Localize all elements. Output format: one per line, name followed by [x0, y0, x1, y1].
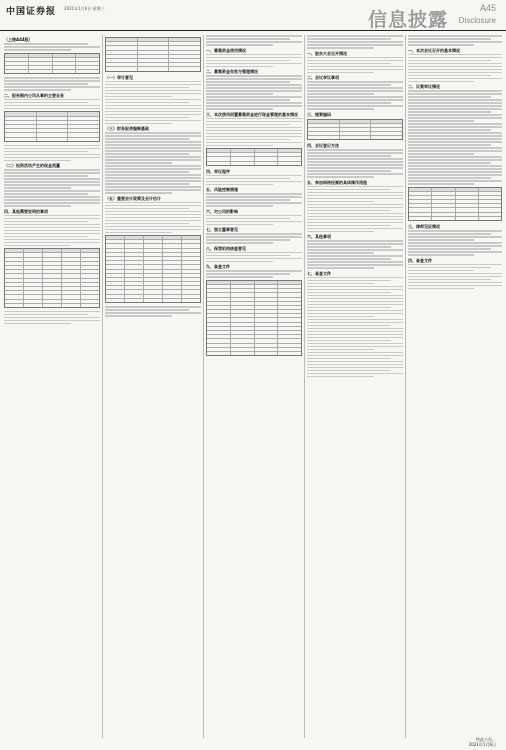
financial-table-1: [4, 53, 100, 75]
section-title: 信息披露: [368, 9, 449, 31]
section-head: 二、报告期内公司从事的主要业务: [4, 92, 64, 98]
section-head: 四、审议程序: [206, 168, 230, 174]
section-head: （二）投资活动产生的现金流量: [4, 163, 60, 169]
voting-table: [408, 187, 502, 222]
section-head: 一、本次会议召开的基本情况: [408, 47, 460, 53]
section-head: 四、其他需要说明的事项: [4, 208, 48, 214]
section-head: 一、股东大会召开情况: [307, 50, 347, 56]
section-head: 五、风险控制措施: [206, 187, 238, 193]
section-head: 四、会议登记方法: [307, 143, 339, 149]
section-head: 六、对公司的影响: [206, 208, 238, 214]
section-head: 七、独立董事意见: [206, 227, 238, 233]
financial-table-7: [206, 280, 302, 356]
financial-table-2: [4, 111, 100, 141]
column-1: [4, 35, 100, 738]
financial-table-3: [4, 248, 100, 308]
proposal-code-table: [307, 119, 403, 141]
issue-info: 2021年1月6日 星期三: [64, 6, 105, 11]
financial-table-5: [105, 235, 201, 303]
section-head: 四、备查文件: [408, 257, 432, 263]
section-head: 七、备查文件: [307, 270, 331, 276]
page-en: Disclosure: [458, 16, 496, 25]
footer-date: 2021年1月6日: [468, 742, 496, 747]
section-head: 二、议案审议情况: [408, 84, 440, 89]
footer-signature: [469, 737, 496, 747]
paper-name: 中国证券报: [6, 7, 57, 17]
column-2: [105, 35, 201, 738]
section-head: 三、提案编码: [307, 111, 331, 117]
section-head: 二、募集资金存放与管理情况: [206, 69, 258, 74]
financial-table-6: [206, 148, 302, 166]
section-head: 八、保荐机构核查意见: [206, 245, 246, 251]
section-head: 一、募集资金使用情况: [206, 47, 246, 53]
column-3: [206, 35, 302, 738]
column-5: [408, 35, 502, 738]
footer-line-1: 特此公告。: [476, 737, 496, 742]
section-head: 二、会议审议事项: [307, 75, 339, 80]
section-head: 六、其他事项: [307, 234, 331, 240]
section-head: 三、律师见证情况: [408, 224, 440, 229]
section-head: （五）重要会计政策及会计估计: [105, 195, 161, 201]
section-head: （三）财务报表编制基础: [105, 126, 149, 131]
column-4: [307, 35, 403, 738]
masthead: [0, 0, 506, 31]
page-code: A45: [479, 3, 496, 13]
section-head: 三、本次使用闲置募集资金进行现金管理的基本情况: [206, 111, 298, 117]
financial-table-4: [105, 37, 201, 72]
lead-note: （上接A44版）: [4, 37, 33, 42]
section-head: 五、参加网络投票的具体操作流程: [307, 179, 367, 185]
section-head: 九、备查文件: [206, 264, 230, 270]
section-head: （一）审计意见: [105, 74, 133, 80]
